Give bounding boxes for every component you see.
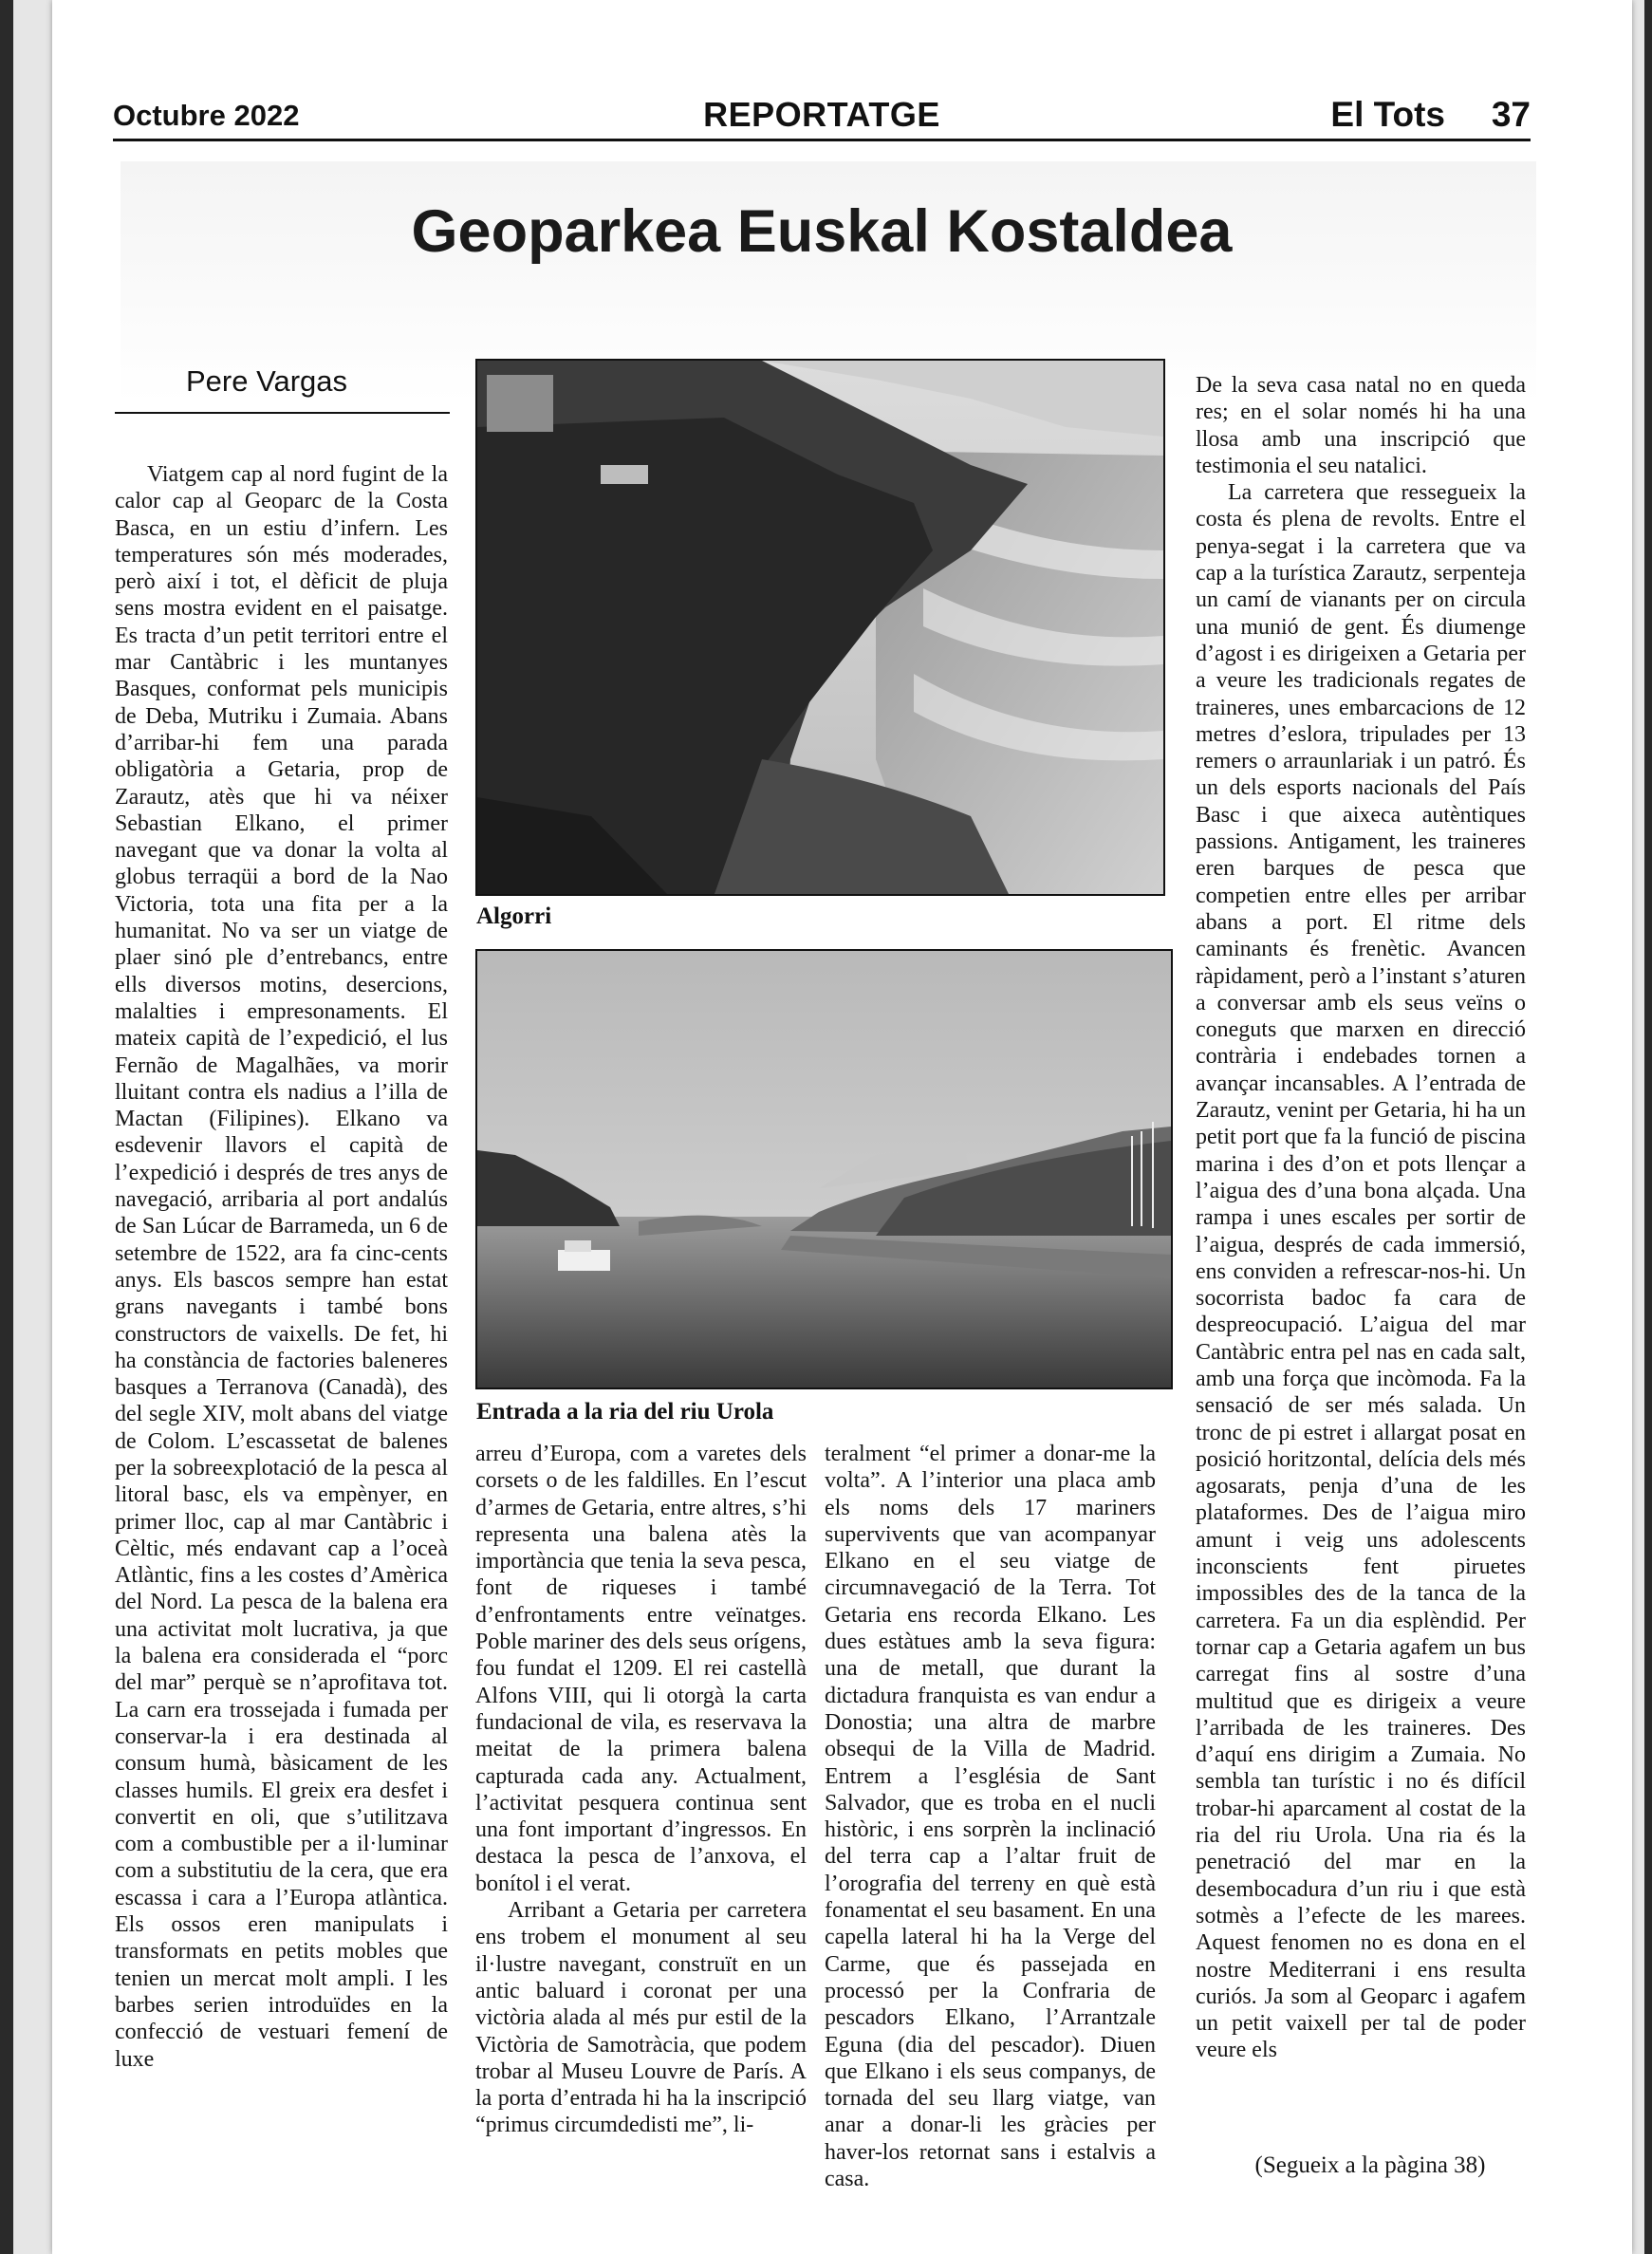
author-name: Pere Vargas <box>186 364 348 398</box>
text-column-3 <box>825 1441 1156 2192</box>
text-column-4 <box>1196 372 1526 2137</box>
photo-caption: Entrada a la ria del riu Urola <box>476 1399 774 1425</box>
page-number: 37 <box>1491 95 1531 134</box>
paragraph: arreu d’Europa, com a varetes dels corsets o de les faldilles. En l’escut d’armes de Getaria, entre altres, s’hi representa una balena atès la importància que tenia la seva pesca, font de riqueses i també d’enfrontaments entre veïnatges. Poble mariner des dels seus orígens, fou fundat el 1209. El rei castellà Alfons VIII, qui li otorgà la carta fundacional de vila, es reservava la meitat de la primera balena capturada cada any. Actualment, l’activitat pesquera continua sent una font important d’ingressos. En destaca la pesca de l’anxova, el bonítol i el verat. <box>475 1442 807 1896</box>
text-column-2 <box>475 1441 807 2181</box>
paragraph: Arribant a Getaria per carretera ens trobem el monument al seu il·lustre navegant, construït en un antic baluard i coronat per una victòria alada al més pur estil de la Victòria de Samotràcia, que podem trobar al Museu Louvre de París. A la porta d’entrada hi ha la inscripció “primus circumdedisti me”, li- <box>475 1898 807 2138</box>
photo-urola-estuary <box>475 949 1173 1389</box>
newspaper-page <box>52 0 1632 2254</box>
photo-caption: Algorri <box>476 903 552 929</box>
text-column-1 <box>115 461 448 2179</box>
byline <box>115 364 450 414</box>
continued-note: (Segueix a la pàgina 38) <box>1254 2152 1486 2178</box>
photo-algorri <box>475 359 1165 896</box>
paragraph: Viatgem cap al nord fugint de la calor cap al Geoparc de la Costa Basca, en un estiu d’infern. Les temperatures són més moderades, però així i tot, el dèficit de pluja sens mostra evident en el paisatge. Es tracta d’un petit territori entre el mar Cantàbric i les muntanyes Basques, conformat pels municipis de Deba, Mutriku i Zumaia. Abans d’arribar-hi fem una parada obligatòria a Getaria, prop de Zarautz, atès que hi va néixer Sebastian Elkano, el primer navegant que va donar la volta al globus terraqüi a bord de la Nao Victoria, tota una fita per a la humanitat. No va ser un viatge de plaer sinó ple d’entrebancs, entre ells diversos motins, desercions, malalties i empresonaments. El mateix capità de l’expedició, el lus Fernão de Magalhães, va morir lluitant contra els nadius a l’illa de Mactan (Filipines). Elkano va esdevenir llavors el capità de l’expedició i després de tres anys de navegació, arribaria al port andalús de San Lúcar de Barrameda, un 6 de setembre de 1522, ara fa cinc-cents anys. Els bascos sempre han estat grans navegants i també bons constructors de vaixells. De fet, hi ha constància de factories baleneres basques a Terranova (Canadà), des del segle XIV, molt abans del viatge de Colom. L’escassetat de balenes per la sobreexplotació de la pesca al litoral basc, els va empènyer, en primer lloc, cap al mar Cantàbric i Cèltic, més endavant cap a l’oceà Atlàntic, fins a les costes d’Amèrica del Nord. La pesca de la balena era una activitat molt lucrativa, ja que la balena era considerada el “porc del mar” perquè se n’aprofitava tot. La carn era trossejada i fumada per conservar-la i era destinada al consum humà, bàsicament de les classes humils. El greix era desfet i convertit en oli, que s’utilitzava com a combustible per a il·luminar com a substitutiu de la cera, que era escassa i cara a l’Europa atlàntica. Els ossos eren manipulats i transformats en petits mobles que tenien un mercat molt ampli. I les barbes serien introduïdes en la confecció de vestuari femení de luxe <box>115 462 448 2072</box>
publication-name: El Tots <box>1330 95 1445 134</box>
section-name: REPORTATGE <box>703 95 940 134</box>
paragraph: teralment “el primer a donar-me la volta”. A l’interior una placa amb els noms dels 17 mariners supervivents que van acompanyar Elkano en el seu viatge de circumnavegació de la Terra. Tot Getaria ens recorda Elkano. Les dues estàtues amb la seva figura: una de metall, que durant la dictadura franquista es van endur a Donostia; una altra de marbre obsequi de la Villa de Madrid. Entrem a l’església de Sant Salvador, que es troba en el nucli històric, i ens sorprèn la inclinació del terra cap a l’altar fruit de l’orografia del terreny en què està fonamentat el seu basament. En una capella lateral hi ha la Verge del Carme, que és passejada en processó per la Confraria de pescadors Elkano, l’Arrantzale Eguna (dia del pescador). Diuen que Elkano i els seus companys, de tornada del seu llarg viatge, van anar a donar-li les gràcies per haver-los retornat sans i estalvis a casa. <box>825 1442 1156 2192</box>
issue-date: Octubre 2022 <box>113 99 300 132</box>
page-header <box>113 93 1531 141</box>
article-title: Geoparkea Euskal Kostaldea <box>411 198 1233 265</box>
paragraph: De la seva casa natal no en queda res; en el solar només hi ha una llosa amb una inscripció que testimonia el seu natalici. <box>1196 373 1526 478</box>
paragraph: La carretera que ressegueix la costa és plena de revolts. Entre el penya-segat i la carretera que va cap a la turística Zarautz, serpenteja un camí de vianants per on circula una munió de gent. És diumenge d’agost i es dirigeixen a Getaria per a veure les tradicionals regates de traineres, unes embarcacions de 12 metres d’eslora, tripulades per 13 remers o arraunlariak i un patró. És un dels esports nacionals del País Basc i que aixeca autèntiques passions. Antigament, les traineres eren barques de pesca que competien entre elles per arribar abans a port. El ritme dels caminants és frenètic. Avancen ràpidament, però a l’instant s’aturen a conversar amb els seus veïns o coneguts que marxen en direcció contrària i endebades tornen a avançar incansables. A l’entrada de Zarautz, venint per Getaria, hi ha un petit port que fa la funció de piscina marina i des d’on et pots llençar a l’aigua des d’una bona alçada. Una rampa i unes escales per sortir de l’aigua, després de cada immersió, ens conviden a refrescar-nos-hi. Un socorrista badoc fa cara de despreocupació. L’aigua del mar Cantàbric entra pel nas en cada salt, amb una força que incòmoda. Fa la sensació de ser més salada. Un tronc de pi estret i allargat posat en posició horitzontal, delícia dels més agosarats, penja d’una de les plataformes. Des de l’aigua miro amunt i veig uns adolescents inconscients fent piruetes impossibles des de la tanca de la carretera. Fa un dia esplèndid. Per tornar cap a Getaria agafem un bus carregat fins al sostre d’una multitud que es dirigeix a veure l’arribada de les traineres. Des d’aquí ens dirigim a Zumaia. No sembla tan turístic i no és difícil trobar-hi aparcament al costat de la ria del riu Urola. Una ria és la penetració del mar en la desembocadura d’un riu i que està sotmès a l’efecte de les marees. Aquest fenomen no es dona en el nostre Mediterrani i ens resulta curiós. Ja som al Geoparc i agafem un petit vaixell per tal de poder veure els <box>1196 480 1526 2063</box>
